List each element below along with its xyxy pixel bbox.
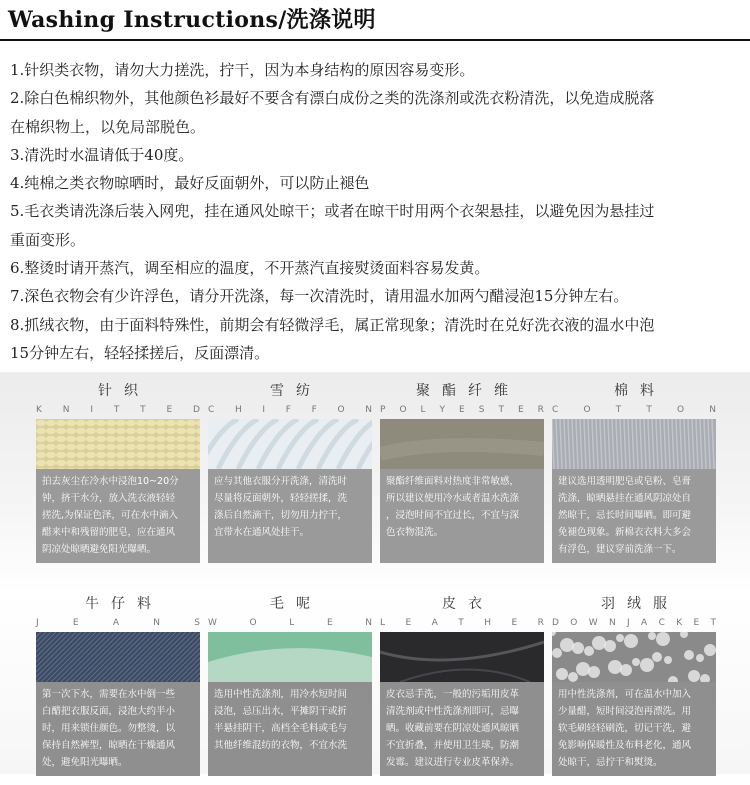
letter: O xyxy=(249,618,257,628)
fabric-care-text xyxy=(36,469,200,563)
care-line: 处晾干，忌拧干和熨烫。 xyxy=(558,757,663,768)
care-line: 选用中性洗涤剂，用冷水短时间 xyxy=(214,689,348,700)
letter: L xyxy=(289,618,295,628)
letter: D xyxy=(552,618,559,628)
letter: S xyxy=(194,618,200,628)
letter: I xyxy=(262,405,266,415)
fabric-swatch-image xyxy=(552,419,716,469)
fabric-care-text xyxy=(208,469,372,563)
fabric-english-letters xyxy=(208,618,372,628)
care-line: 涤后自然滴干，切勿用力拧干， xyxy=(214,510,348,521)
fabric-english-letters xyxy=(380,405,544,415)
letter: D xyxy=(193,405,200,415)
letter: K xyxy=(676,618,683,628)
letter: E xyxy=(693,618,700,628)
care-line: 免褪色现象。新棉衣衣料大多会 xyxy=(558,527,692,538)
letter: T xyxy=(458,618,464,628)
fabric-card xyxy=(552,585,716,785)
care-line: 发霉。建议进行专业皮革保养。 xyxy=(386,757,520,768)
instruction-line: 15分钟左右，轻轻揉搓后，反面漂清。 xyxy=(10,343,270,362)
instruction-line: 2.除白色棉织物外，其他颜色衫最好不要含有漂白成份之类的洗涤剂或洗衣粉清洗，以免造成脱落 xyxy=(10,89,655,108)
care-line: 阴凉处晾晒避免阳光曝晒。 xyxy=(42,544,157,555)
fabric-name: 棉料 xyxy=(614,383,666,399)
fabric-card xyxy=(36,585,200,785)
letter: O xyxy=(677,405,685,415)
care-line: 保持自然裤型，晾晒在干燥通风 xyxy=(42,740,176,751)
letter: A xyxy=(431,618,438,628)
letter: E xyxy=(511,618,518,628)
instruction-list xyxy=(10,56,740,367)
letter: T xyxy=(615,405,622,415)
fabric-english-letters xyxy=(36,618,200,628)
letter: N xyxy=(608,618,616,628)
care-line: 建议选用透明肥皂或皂粉、皂膏 xyxy=(558,476,692,487)
letter: O xyxy=(583,405,591,415)
care-line: 皮衣忌手洗，一般的污垢用皮革 xyxy=(386,689,520,700)
care-line: 所以建议使用冷水或者温水洗涤 xyxy=(386,493,520,504)
fabric-swatch-image xyxy=(36,419,200,469)
letter: Y xyxy=(439,405,446,415)
letter: N xyxy=(365,618,372,628)
fabric-swatch-image xyxy=(380,632,544,682)
care-line: 宜带水在通风处挂干。 xyxy=(214,527,310,538)
letter: C xyxy=(552,405,559,415)
fabric-card xyxy=(208,372,372,572)
fabric-english-letters xyxy=(380,618,544,628)
letter: H xyxy=(234,405,242,415)
letter: C xyxy=(658,618,665,628)
letter: H xyxy=(484,618,492,628)
care-line: 白醋把衣服反面，浸泡大约半小 xyxy=(42,706,176,717)
care-line: 少量醋，短时间浸泡再漂洗。用 xyxy=(558,706,692,717)
fabric-name: 羽绒服 xyxy=(601,596,679,612)
care-line: 有浮色，建议穿前洗涤一下。 xyxy=(558,544,682,555)
letter: K xyxy=(36,405,42,415)
letter: W xyxy=(208,618,217,628)
care-line: 尽量将反面朝外，轻轻搓揉，洗 xyxy=(214,493,348,504)
care-line: 用中性洗涤剂，可在温水中加入 xyxy=(558,689,692,700)
care-line: 应与其他衣服分开洗涤，清洗时 xyxy=(214,476,348,487)
fabric-english-letters xyxy=(552,405,716,415)
fabric-card xyxy=(380,372,544,572)
fabric-swatch-image xyxy=(208,419,372,469)
care-line: 其他纤维混纺的衣物，不宜水洗 xyxy=(214,740,348,751)
letter: T xyxy=(646,405,652,415)
letter: J xyxy=(627,618,630,628)
care-line: 洗涤，晾晒悬挂在通风阴凉处自 xyxy=(558,493,692,504)
fabric-name: 毛呢 xyxy=(270,596,322,612)
letter: A xyxy=(641,618,648,628)
care-line: 聚酯纤维面料对热度非常敏感， xyxy=(386,476,520,487)
fabric-name: 针织 xyxy=(98,383,150,399)
care-line: 然晾干，忌长时间曝晒。即可避 xyxy=(558,510,692,521)
letter: T xyxy=(140,405,146,415)
letter: E xyxy=(517,405,524,415)
care-line: 色衣物混洗。 xyxy=(386,527,444,538)
letter: L xyxy=(380,618,386,628)
instruction-line: 在棉织物上，以免局部脱色。 xyxy=(10,117,206,136)
care-line: 免影响保暖性及布料老化，通风 xyxy=(558,740,692,751)
fabric-care-text xyxy=(36,682,200,776)
fabric-swatch-image xyxy=(36,632,200,682)
instruction-line: 8.抓绒衣物，由于面料特殊性，前期会有轻微浮毛，属正常现象；清洗时在兑好洗衣液的温水中泡 xyxy=(10,315,655,334)
fabric-care-text xyxy=(552,469,716,563)
letter: W xyxy=(588,618,598,628)
fabric-name: 皮衣 xyxy=(442,596,494,612)
header-bar xyxy=(0,0,750,42)
fabric-card xyxy=(208,585,372,785)
fabric-english-letters xyxy=(552,618,716,628)
care-line: 处，避免阳光曝晒。 xyxy=(42,757,128,768)
care-line: 软毛刷轻轻刷洗，切记干洗，避 xyxy=(558,723,692,734)
letter: N xyxy=(365,405,372,415)
fabric-swatch-image xyxy=(552,632,716,682)
letter: E xyxy=(459,405,465,415)
instruction-line: 5.毛衣类请洗涤后装入网兜，挂在通风处晾干；或者在晾干时用两个衣架悬挂，以避免因为悬挂过 xyxy=(10,202,655,221)
letter: C xyxy=(208,405,215,415)
letter: E xyxy=(166,405,173,415)
letter: T xyxy=(113,405,120,415)
letter: O xyxy=(337,405,345,415)
letter: N xyxy=(153,618,160,628)
care-line: 清洗剂或中性洗涤剂即可，忌曝 xyxy=(386,706,520,717)
fabric-card xyxy=(380,585,544,785)
instruction-line: 6.整烫时请开蒸汽，调至相应的温度，不开蒸汽直接熨烫面料容易发黄。 xyxy=(10,259,490,278)
fabric-care-text xyxy=(552,682,716,776)
letter: R xyxy=(537,405,544,415)
fabric-name: 雪纺 xyxy=(270,383,322,399)
care-line: ，浸泡时间不宜过长，不宜与深 xyxy=(386,510,520,521)
letter: T xyxy=(710,618,716,628)
fabric-swatch-image xyxy=(208,632,372,682)
letter: S xyxy=(478,405,485,415)
care-line: 晒。收藏前要在阴凉处通风晾晒 xyxy=(386,723,520,734)
title-underline xyxy=(0,39,750,41)
fabric-care-text xyxy=(208,682,372,776)
care-line: 搓洗,为保证色泽，可在水中滴入 xyxy=(42,510,179,521)
fabric-english-letters xyxy=(208,405,372,415)
letter: E xyxy=(405,618,412,628)
care-line: 第一次下水，需要在水中倒一些 xyxy=(42,689,176,700)
letter: O xyxy=(570,618,578,628)
instruction-line: 4.纯棉之类衣物晾晒时，最好反面朝外，可以防止褪色 xyxy=(10,174,370,193)
fabric-card xyxy=(36,372,200,572)
instruction-line: 3.清洗时水温请低于40度。 xyxy=(10,145,194,164)
letter: O xyxy=(399,405,407,415)
instruction-line: 重面变形。 xyxy=(10,230,86,249)
care-line: 钟，挤干水分，放入洗衣液轻轻 xyxy=(42,493,176,504)
fabric-name: 聚酯纤维 xyxy=(416,383,520,399)
letter: R xyxy=(537,618,544,628)
letter: L xyxy=(420,405,426,415)
care-line: 时，用来锁住颜色。勿整烫，以 xyxy=(42,723,176,734)
letter: I xyxy=(90,405,93,415)
care-line: 醋来中和残留的肥皂，应在通风 xyxy=(42,527,176,538)
letter: F xyxy=(311,405,317,415)
letter: T xyxy=(498,405,504,415)
care-line: 拍去灰尘在冷水中浸泡10~20分 xyxy=(42,476,179,487)
fabric-care-panel xyxy=(0,372,750,774)
letter: N xyxy=(709,405,716,415)
care-line: 浸泡，忌压出水，平摊阴干或折 xyxy=(214,706,348,717)
letter: N xyxy=(62,405,70,415)
page-title: Washing Instructions/洗涤说明 xyxy=(8,7,376,33)
fabric-card xyxy=(552,372,716,572)
fabric-care-text xyxy=(380,469,544,563)
instruction-line: 1.针织类衣物，请勿大力搓洗，拧干，因为本身结构的原因容易变形。 xyxy=(10,61,475,79)
letter: P xyxy=(380,405,386,415)
care-line: 半悬挂阴干，高档全毛料或毛与 xyxy=(214,723,348,734)
instruction-line: 7.深色衣物会有少许浮色，请分开洗涤，每一次清洗时，请用温水加两勺醋浸泡15分钟左右。 xyxy=(10,287,629,306)
fabric-care-text xyxy=(380,682,544,776)
letter: A xyxy=(112,618,120,628)
fabric-swatch-image xyxy=(380,419,544,469)
fabric-english-letters xyxy=(36,405,200,415)
care-line: 不宜折叠，并使用卫生球，防潮 xyxy=(386,740,520,751)
letter: J xyxy=(36,618,39,628)
letter: E xyxy=(326,618,333,628)
letter: E xyxy=(72,618,79,628)
letter: F xyxy=(285,405,291,415)
fabric-name: 牛仔料 xyxy=(85,596,163,612)
